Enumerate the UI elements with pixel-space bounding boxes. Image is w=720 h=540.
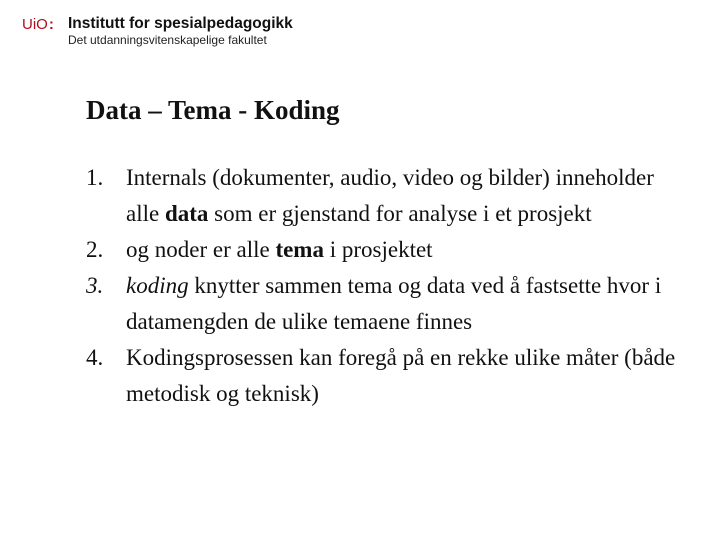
uio-logo[interactable] [22,16,54,33]
list-item-number: 1. [86,165,104,190]
list-item-number: 4. [86,345,104,370]
institute-name: Institutt for spesialpedagogikk [68,15,293,32]
slide-title: Data – Tema - Koding [86,95,340,125]
list-item-text: og noder er alle [126,237,276,262]
list-item [86,268,686,340]
list-item-text: Kodingsprosessen kan foregå på en rekke ulike måter (både metodisk og teknisk) [126,345,676,406]
list-item-number: 2. [86,237,104,262]
keyword-tema: tema [275,237,324,262]
list-item-number: 3. [86,273,104,298]
content-list [86,160,686,412]
list-item-text: knytter sammen tema og data ved å fastsette hvor i datamengden de ulike temaene finnes [126,273,662,334]
logo-text: UiO [22,16,48,33]
keyword-data: data [164,201,209,226]
logo-colon-mark: : [48,16,54,33]
faculty-name: Det utdanningsvitenskapelige fakultet [68,33,267,47]
list-item-text: i prosjektet [323,237,433,262]
list-item [86,340,686,412]
list-item [86,160,686,232]
list-item-text: Internals (dokumenter, audio, video og bilder) inneholder alle [126,165,654,226]
keyword-koding: koding [126,273,189,298]
list-item [86,232,686,268]
list-item-text: som er gjenstand for analyse i et prosjekt [208,201,592,226]
